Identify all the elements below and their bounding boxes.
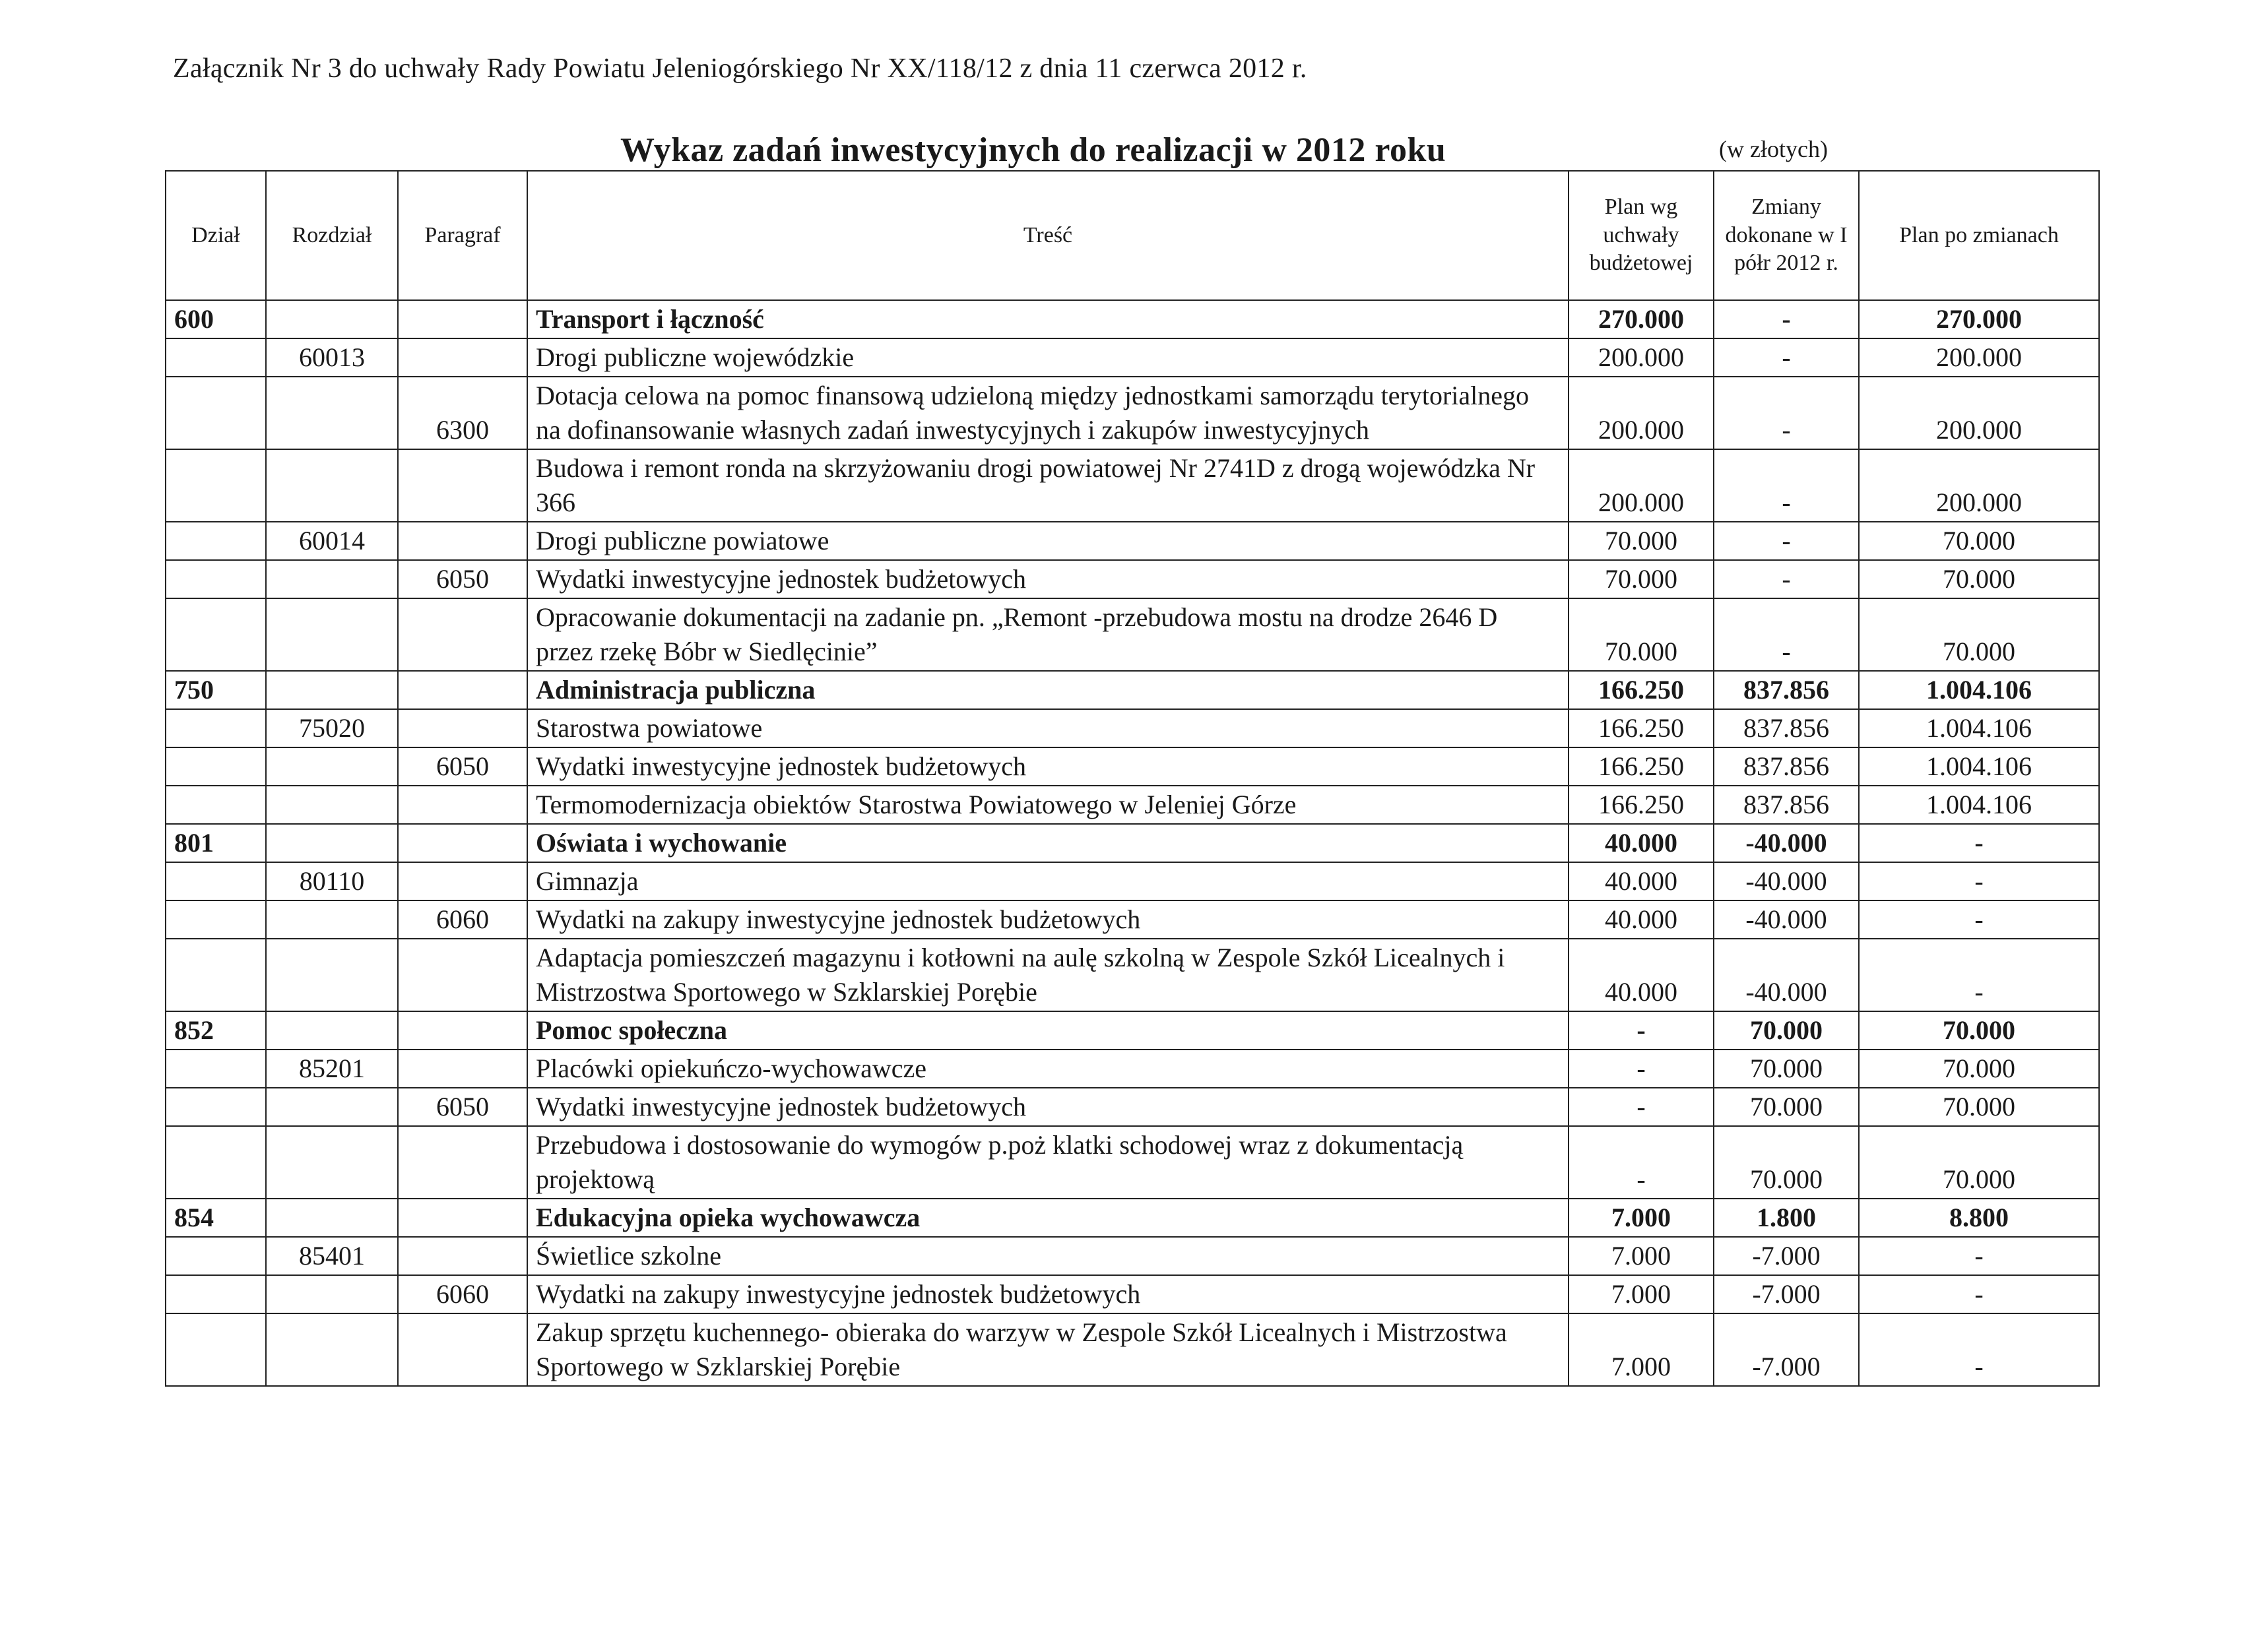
cell-plan: 166.250 (1569, 747, 1714, 786)
document-title: Wykaz zadań inwestycyjnych do realizacji w 2012 roku (620, 131, 1446, 169)
cell-dzial (166, 1126, 266, 1199)
cell-rozdzial: 75020 (266, 709, 398, 747)
cell-tresc: Pomoc społeczna (527, 1011, 1569, 1050)
cell-rozdzial (266, 900, 398, 939)
cell-zmiany: 70.000 (1714, 1126, 1859, 1199)
cell-rozdzial (266, 377, 398, 449)
cell-tresc: Placówki opiekuńczo-wychowawcze (527, 1050, 1569, 1088)
cell-plan: - (1569, 1126, 1714, 1199)
cell-po-zmianach: 1.004.106 (1859, 671, 2099, 709)
table-header-row (166, 171, 2099, 300)
cell-rozdzial (266, 1088, 398, 1126)
cell-paragraf (398, 1126, 527, 1199)
cell-tresc: Wydatki na zakupy inwestycyjne jednostek budżetowych (527, 900, 1569, 939)
cell-tresc: Administracja publiczna (527, 671, 1569, 709)
currency-note: (w złotych) (1719, 136, 1828, 162)
cell-plan: 40.000 (1569, 939, 1714, 1011)
cell-po-zmianach: 70.000 (1859, 598, 2099, 671)
cell-po-zmianach: 8.800 (1859, 1199, 2099, 1237)
cell-rozdzial (266, 598, 398, 671)
cell-zmiany: 70.000 (1714, 1011, 1859, 1050)
col-header-dzial: Dział (166, 171, 266, 300)
cell-po-zmianach: - (1859, 939, 2099, 1011)
cell-dzial (166, 1050, 266, 1088)
cell-plan: 70.000 (1569, 598, 1714, 671)
cell-paragraf: 6050 (398, 1088, 527, 1126)
cell-rozdzial (266, 300, 398, 338)
cell-zmiany: 837.856 (1714, 671, 1859, 709)
cell-rozdzial: 85401 (266, 1237, 398, 1275)
table-row (166, 522, 2099, 560)
table-row (166, 1011, 2099, 1050)
cell-dzial (166, 338, 266, 377)
cell-paragraf (398, 709, 527, 747)
col-header-zmiany: Zmiany dokonane w I półr 2012 r. (1714, 171, 1859, 300)
cell-zmiany: -40.000 (1714, 824, 1859, 862)
table-row (166, 747, 2099, 786)
cell-po-zmianach: 1.004.106 (1859, 786, 2099, 824)
table-row (166, 824, 2099, 862)
cell-paragraf (398, 449, 527, 522)
table-row (166, 671, 2099, 709)
cell-paragraf (398, 824, 527, 862)
cell-po-zmianach: - (1859, 1237, 2099, 1275)
cell-rozdzial (266, 1275, 398, 1313)
cell-plan: 70.000 (1569, 522, 1714, 560)
cell-rozdzial (266, 939, 398, 1011)
cell-zmiany: -40.000 (1714, 900, 1859, 939)
cell-zmiany: - (1714, 449, 1859, 522)
cell-dzial (166, 786, 266, 824)
table-row (166, 709, 2099, 747)
cell-paragraf (398, 522, 527, 560)
cell-paragraf: 6060 (398, 900, 527, 939)
cell-dzial (166, 747, 266, 786)
cell-dzial (166, 900, 266, 939)
cell-paragraf (398, 862, 527, 900)
cell-tresc: Wydatki inwestycyjne jednostek budżetowych (527, 1088, 1569, 1126)
cell-plan: 270.000 (1569, 300, 1714, 338)
cell-zmiany: 837.856 (1714, 786, 1859, 824)
investment-table (165, 170, 2100, 1387)
cell-paragraf (398, 1011, 527, 1050)
cell-tresc: Gimnazja (527, 862, 1569, 900)
attachment-header: Załącznik Nr 3 do uchwały Rady Powiatu Jeleniogórskiego Nr XX/118/12 z dnia 11 czerwca 2012 r. (173, 53, 1307, 84)
cell-po-zmianach: 1.004.106 (1859, 747, 2099, 786)
cell-zmiany: - (1714, 338, 1859, 377)
cell-po-zmianach: 70.000 (1859, 522, 2099, 560)
cell-rozdzial (266, 1313, 398, 1386)
cell-zmiany: -40.000 (1714, 939, 1859, 1011)
cell-paragraf (398, 786, 527, 824)
table-row (166, 1199, 2099, 1237)
cell-dzial (166, 522, 266, 560)
table-row (166, 1088, 2099, 1126)
cell-zmiany: - (1714, 522, 1859, 560)
cell-rozdzial (266, 1126, 398, 1199)
cell-plan: 200.000 (1569, 449, 1714, 522)
cell-rozdzial: 80110 (266, 862, 398, 900)
cell-zmiany: 837.856 (1714, 709, 1859, 747)
cell-zmiany: -40.000 (1714, 862, 1859, 900)
table-row (166, 449, 2099, 522)
table-row (166, 939, 2099, 1011)
cell-tresc: Wydatki inwestycyjne jednostek budżetowych (527, 747, 1569, 786)
cell-zmiany: 1.800 (1714, 1199, 1859, 1237)
cell-dzial (166, 449, 266, 522)
table-row (166, 300, 2099, 338)
cell-dzial: 801 (166, 824, 266, 862)
table-row (166, 1313, 2099, 1386)
col-header-paragraf: Paragraf (398, 171, 527, 300)
cell-paragraf: 6050 (398, 747, 527, 786)
cell-po-zmianach: 200.000 (1859, 338, 2099, 377)
table-row (166, 786, 2099, 824)
cell-dzial: 600 (166, 300, 266, 338)
cell-rozdzial (266, 824, 398, 862)
cell-plan: 40.000 (1569, 900, 1714, 939)
cell-dzial (166, 377, 266, 449)
cell-rozdzial (266, 560, 398, 598)
cell-tresc: Transport i łączność (527, 300, 1569, 338)
cell-paragraf (398, 939, 527, 1011)
cell-tresc: Edukacyjna opieka wychowawcza (527, 1199, 1569, 1237)
cell-tresc: Oświata i wychowanie (527, 824, 1569, 862)
cell-tresc: Opracowanie dokumentacji na zadanie pn. „Remont -przebudowa mostu na drodze 2646 D przez rzekę Bóbr w Siedlęcinie” (527, 598, 1569, 671)
cell-zmiany: - (1714, 598, 1859, 671)
col-header-tresc: Treść (527, 171, 1569, 300)
cell-po-zmianach: - (1859, 862, 2099, 900)
cell-zmiany: - (1714, 377, 1859, 449)
cell-paragraf (398, 1237, 527, 1275)
cell-rozdzial (266, 786, 398, 824)
cell-plan: 70.000 (1569, 560, 1714, 598)
cell-zmiany: -7.000 (1714, 1313, 1859, 1386)
cell-zmiany: 70.000 (1714, 1088, 1859, 1126)
col-header-plan: Plan wg uchwały budżetowej (1569, 171, 1714, 300)
cell-po-zmianach: 70.000 (1859, 1011, 2099, 1050)
cell-rozdzial (266, 671, 398, 709)
cell-tresc: Wydatki na zakupy inwestycyjne jednostek budżetowych (527, 1275, 1569, 1313)
cell-po-zmianach: 70.000 (1859, 1126, 2099, 1199)
table-row (166, 560, 2099, 598)
cell-zmiany: -7.000 (1714, 1237, 1859, 1275)
cell-tresc: Drogi publiczne wojewódzkie (527, 338, 1569, 377)
cell-paragraf: 6060 (398, 1275, 527, 1313)
cell-plan: - (1569, 1088, 1714, 1126)
cell-plan: 40.000 (1569, 862, 1714, 900)
cell-tresc: Świetlice szkolne (527, 1237, 1569, 1275)
cell-plan: 7.000 (1569, 1275, 1714, 1313)
cell-paragraf: 6300 (398, 377, 527, 449)
table-row (166, 598, 2099, 671)
cell-rozdzial (266, 747, 398, 786)
cell-dzial (166, 939, 266, 1011)
table-row (166, 862, 2099, 900)
cell-tresc: Dotacja celowa na pomoc finansową udzieloną między jednostkami samorządu terytorialnego na dofinansowanie własnych zadań inwestycyjnych i zakupów inwestycyjnych (527, 377, 1569, 449)
cell-paragraf: 6050 (398, 560, 527, 598)
cell-paragraf (398, 671, 527, 709)
cell-po-zmianach: 200.000 (1859, 377, 2099, 449)
cell-po-zmianach: - (1859, 1313, 2099, 1386)
cell-paragraf (398, 598, 527, 671)
cell-plan: 166.250 (1569, 709, 1714, 747)
cell-plan: - (1569, 1050, 1714, 1088)
cell-plan: 7.000 (1569, 1237, 1714, 1275)
cell-tresc: Termomodernizacja obiektów Starostwa Powiatowego w Jeleniej Górze (527, 786, 1569, 824)
cell-tresc: Adaptacja pomieszczeń magazynu i kotłowni na aulę szkolną w Zespole Szkół Licealnych i Mistrzostwa Sportowego w Szklarskiej Porębie (527, 939, 1569, 1011)
cell-dzial (166, 1275, 266, 1313)
cell-tresc: Budowa i remont ronda na skrzyżowaniu drogi powiatowej Nr 2741D z drogą wojewódzka Nr 366 (527, 449, 1569, 522)
cell-rozdzial (266, 1011, 398, 1050)
cell-tresc: Wydatki inwestycyjne jednostek budżetowych (527, 560, 1569, 598)
cell-dzial (166, 862, 266, 900)
table-row (166, 1126, 2099, 1199)
cell-dzial (166, 598, 266, 671)
cell-tresc: Przebudowa i dostosowanie do wymogów p.poż klatki schodowej wraz z dokumentacją projektową (527, 1126, 1569, 1199)
cell-dzial (166, 1313, 266, 1386)
cell-dzial (166, 560, 266, 598)
cell-rozdzial: 60013 (266, 338, 398, 377)
cell-tresc: Drogi publiczne powiatowe (527, 522, 1569, 560)
table-body (166, 300, 2099, 1386)
table-row (166, 1275, 2099, 1313)
cell-zmiany: 70.000 (1714, 1050, 1859, 1088)
cell-zmiany: 837.856 (1714, 747, 1859, 786)
cell-rozdzial: 60014 (266, 522, 398, 560)
cell-zmiany: -7.000 (1714, 1275, 1859, 1313)
cell-zmiany: - (1714, 560, 1859, 598)
cell-po-zmianach: - (1859, 900, 2099, 939)
cell-plan: 166.250 (1569, 786, 1714, 824)
cell-dzial: 852 (166, 1011, 266, 1050)
col-header-rozdzial: Rozdział (266, 171, 398, 300)
cell-dzial (166, 709, 266, 747)
cell-po-zmianach: 200.000 (1859, 449, 2099, 522)
table-row (166, 1237, 2099, 1275)
col-header-po-zmianach: Plan po zmianach (1859, 171, 2099, 300)
cell-paragraf (398, 1199, 527, 1237)
cell-dzial: 750 (166, 671, 266, 709)
table-row (166, 900, 2099, 939)
cell-po-zmianach: 70.000 (1859, 1050, 2099, 1088)
cell-paragraf (398, 1050, 527, 1088)
table-row (166, 1050, 2099, 1088)
cell-po-zmianach: - (1859, 824, 2099, 862)
cell-dzial (166, 1088, 266, 1126)
cell-po-zmianach: - (1859, 1275, 2099, 1313)
cell-po-zmianach: 1.004.106 (1859, 709, 2099, 747)
cell-paragraf (398, 1313, 527, 1386)
cell-tresc: Zakup sprzętu kuchennego- obieraka do warzyw w Zespole Szkół Licealnych i Mistrzostwa Sportowego w Szklarskiej Porębie (527, 1313, 1569, 1386)
cell-po-zmianach: 70.000 (1859, 1088, 2099, 1126)
cell-paragraf (398, 300, 527, 338)
cell-dzial (166, 1237, 266, 1275)
cell-rozdzial (266, 1199, 398, 1237)
cell-plan: 200.000 (1569, 338, 1714, 377)
cell-zmiany: - (1714, 300, 1859, 338)
cell-paragraf (398, 338, 527, 377)
cell-plan: 7.000 (1569, 1199, 1714, 1237)
cell-plan: 7.000 (1569, 1313, 1714, 1386)
cell-tresc: Starostwa powiatowe (527, 709, 1569, 747)
cell-plan: 200.000 (1569, 377, 1714, 449)
cell-plan: 40.000 (1569, 824, 1714, 862)
cell-rozdzial: 85201 (266, 1050, 398, 1088)
cell-po-zmianach: 270.000 (1859, 300, 2099, 338)
cell-dzial: 854 (166, 1199, 266, 1237)
table-row (166, 338, 2099, 377)
cell-plan: 166.250 (1569, 671, 1714, 709)
cell-po-zmianach: 70.000 (1859, 560, 2099, 598)
cell-rozdzial (266, 449, 398, 522)
table-row (166, 377, 2099, 449)
cell-plan: - (1569, 1011, 1714, 1050)
